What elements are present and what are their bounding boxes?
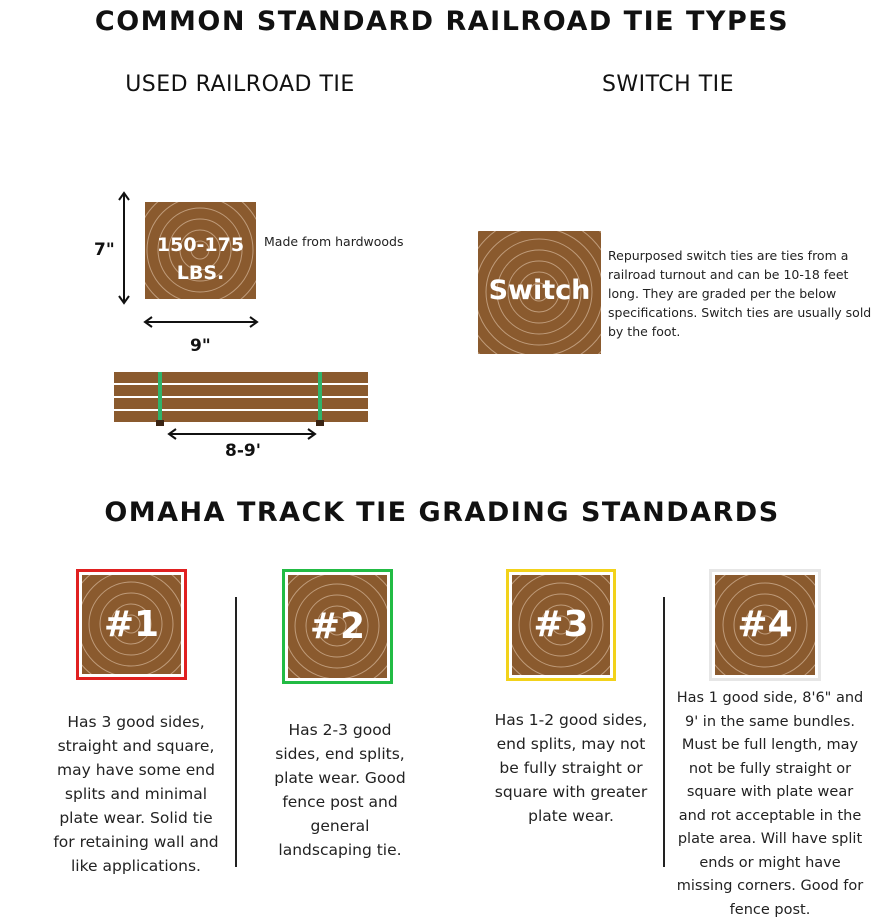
grade-3-description: Has 1-2 good sides, end splits, may not be fully straight or square with greater plate wear. [494, 711, 648, 825]
grade-2-label: #2 [309, 606, 366, 647]
grade-3-tie [512, 575, 610, 675]
switch-tie-description: Repurposed switch ties are ties from a railroad turnout and can be 10-18 feet long. They are graded per the below specifications. Switch ties are usually sold by the foot. [608, 248, 872, 339]
grade-4-description: Has 1 good side, 8'6" and 9' in the same bundles. Must be full length, may not be fully straight or square with plate wear and rot acceptable in the plate area. Will have split ends or might have missing corners. Good for fence post. [676, 690, 864, 918]
used-tie-cross-section [145, 202, 256, 299]
width-arrow [142, 314, 260, 330]
grade-1-label: #1 [103, 604, 160, 645]
main-title: COMMON STANDARD RAILROAD TIE TYPES [94, 6, 790, 37]
switch-tie-label: Switch [488, 275, 591, 306]
grade-1-tie [82, 575, 181, 674]
switch-tie-cross-section [478, 231, 601, 354]
grade-4-tie [715, 575, 815, 675]
grading-title: OMAHA TRACK TIE GRADING STANDARDS [104, 497, 780, 528]
grade-2-tie [288, 575, 387, 678]
width-label: 9" [190, 336, 211, 356]
used-tie-weight-line1: 150-175 [156, 234, 245, 256]
divider [663, 597, 665, 867]
grade-4-label: #4 [737, 604, 793, 645]
height-label: 7" [94, 240, 115, 260]
height-arrow [116, 190, 132, 306]
used-tie-weight-line2: LBS. [176, 262, 225, 284]
length-arrow [166, 426, 318, 442]
tie-bundle-side-view [112, 370, 370, 428]
switch-tie-title: SWITCH TIE [601, 72, 735, 97]
length-label: 8-9' [225, 441, 261, 461]
divider [235, 597, 237, 867]
grade-2-description: Has 2-3 good sides, end splits, plate wear. Good fence post and general landscaping tie. [274, 721, 406, 859]
grade-2-border [282, 569, 393, 684]
used-tie-title: USED RAILROAD TIE [125, 72, 355, 97]
grade-4-border [709, 569, 821, 681]
grade-1-border [76, 569, 187, 680]
grade-3-border [506, 569, 616, 681]
material-note: Made from hardwoods [264, 234, 404, 249]
grade-3-label: #3 [533, 604, 589, 645]
grade-1-description: Has 3 good sides, straight and square, may have some end splits and minimal plate wear. Solid tie for retaining wall and like applications. [53, 713, 219, 875]
